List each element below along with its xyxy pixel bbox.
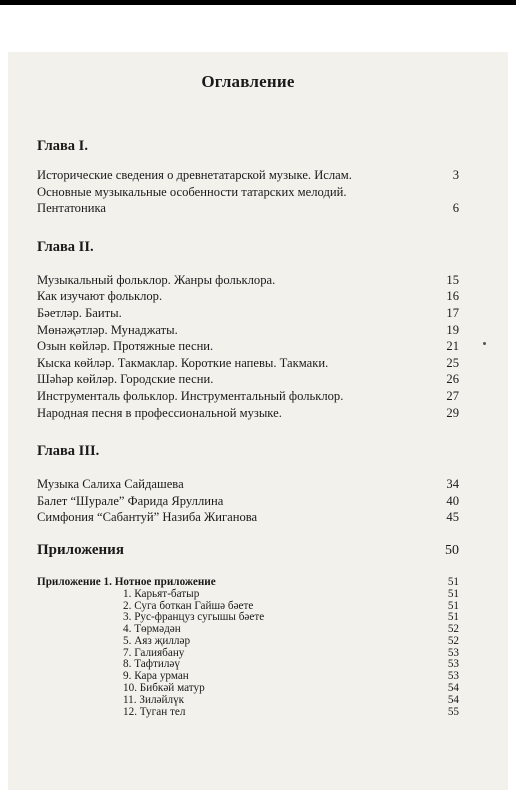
toc-entry: Пентатоника 6 (37, 201, 459, 216)
page-number: 51 (447, 575, 459, 588)
appendices (37, 542, 459, 719)
appendix-item: 11. Зиләйлүк 54 (123, 693, 459, 706)
toc-entry: Музыка Салиха Сайдашева 34 (37, 477, 459, 492)
ink-speck (483, 342, 486, 345)
toc-entry: Исторические сведения о древнетатарской музыке. Ислам. 3 (37, 168, 459, 182)
page-number: 17 (446, 305, 459, 320)
page-number: 15 (446, 272, 459, 287)
page-number: 21 (446, 339, 459, 354)
page-number: 19 (446, 322, 459, 337)
toc-entry: Озын көйләр. Протяжные песни. 21 (37, 339, 459, 354)
chapter-title: Глава I. (37, 138, 88, 154)
appendix-item: 10. Бибкәй матур 54 (123, 682, 459, 695)
toc-entry: Балет “Шурале” Фарида Яруллина 40 (37, 493, 459, 508)
appendix-item: 4. Төрмәдән 52 (123, 623, 459, 636)
toc-entry: Симфония “Сабантуй” Назиба Жиганова 45 (37, 510, 459, 525)
page-number: 45 (446, 510, 459, 525)
toc-entry: Инструменталь фольклор. Инструментальный фольклор. 27 (37, 388, 459, 403)
page-number: 29 (446, 405, 459, 420)
appendix-section: Приложение 1. Нотное приложение 51 (37, 575, 459, 588)
page-number: 26 (446, 372, 459, 387)
page-number: 34 (446, 477, 459, 492)
toc-entry: Народная песня в профессиональной музыке. 29 (37, 405, 459, 420)
page-number: 40 (446, 493, 459, 508)
chapter-3 (37, 443, 459, 526)
chapter-title: Глава III. (37, 443, 100, 460)
appendix-item: 7. Галиябану 53 (123, 646, 459, 659)
top-bar (0, 0, 516, 5)
page-number: 50 (445, 542, 459, 558)
toc-entry: Шәһәр көйләр. Городские песни. 26 (37, 372, 459, 387)
chapter-title: Глава II. (37, 238, 94, 255)
page-number: 25 (446, 355, 459, 370)
chapter-2 (37, 239, 459, 421)
toc-entry: Кыска көйләр. Такмаклар. Короткие напевы. Такмаки. 25 (37, 355, 459, 370)
page-number: 27 (446, 388, 459, 403)
toc-entry: Музыкальный фольклор. Жанры фольклора. 15 (37, 272, 459, 287)
page-title: Оглавление (201, 72, 295, 91)
appendix-title: Приложения 50 (37, 541, 459, 558)
chapter-1 (37, 138, 459, 217)
appendix-item: 8. Тафтиләү 53 (123, 658, 459, 671)
toc-entry: Мөнәҗәтләр. Мунаджаты. 19 (37, 322, 459, 337)
page-number: 16 (446, 289, 459, 304)
toc-entry: Основные музыкальные особенности татарских мелодий. (37, 184, 347, 199)
table-of-contents (37, 72, 459, 718)
appendix-item: 1. Карьят-батыр 51 (123, 587, 459, 600)
page-number: 3 (452, 168, 459, 182)
appendix-item: 9. Кара урман 53 (123, 670, 459, 683)
appendix-item: 2. Суга боткан Гайшә бәете 51 (123, 599, 459, 612)
appendix-item: 3. Рус-француз сугышы бәете 51 (123, 611, 459, 624)
toc-entry: Как изучают фольклор. 16 (37, 289, 459, 304)
appendix-item: 12. Туган тел 55 (123, 705, 459, 718)
toc-entry: Бәетләр. Баиты. 17 (37, 305, 459, 320)
appendix-item: 5. Аяз җилләр 52 (123, 634, 459, 647)
page-number: 6 (452, 201, 459, 216)
